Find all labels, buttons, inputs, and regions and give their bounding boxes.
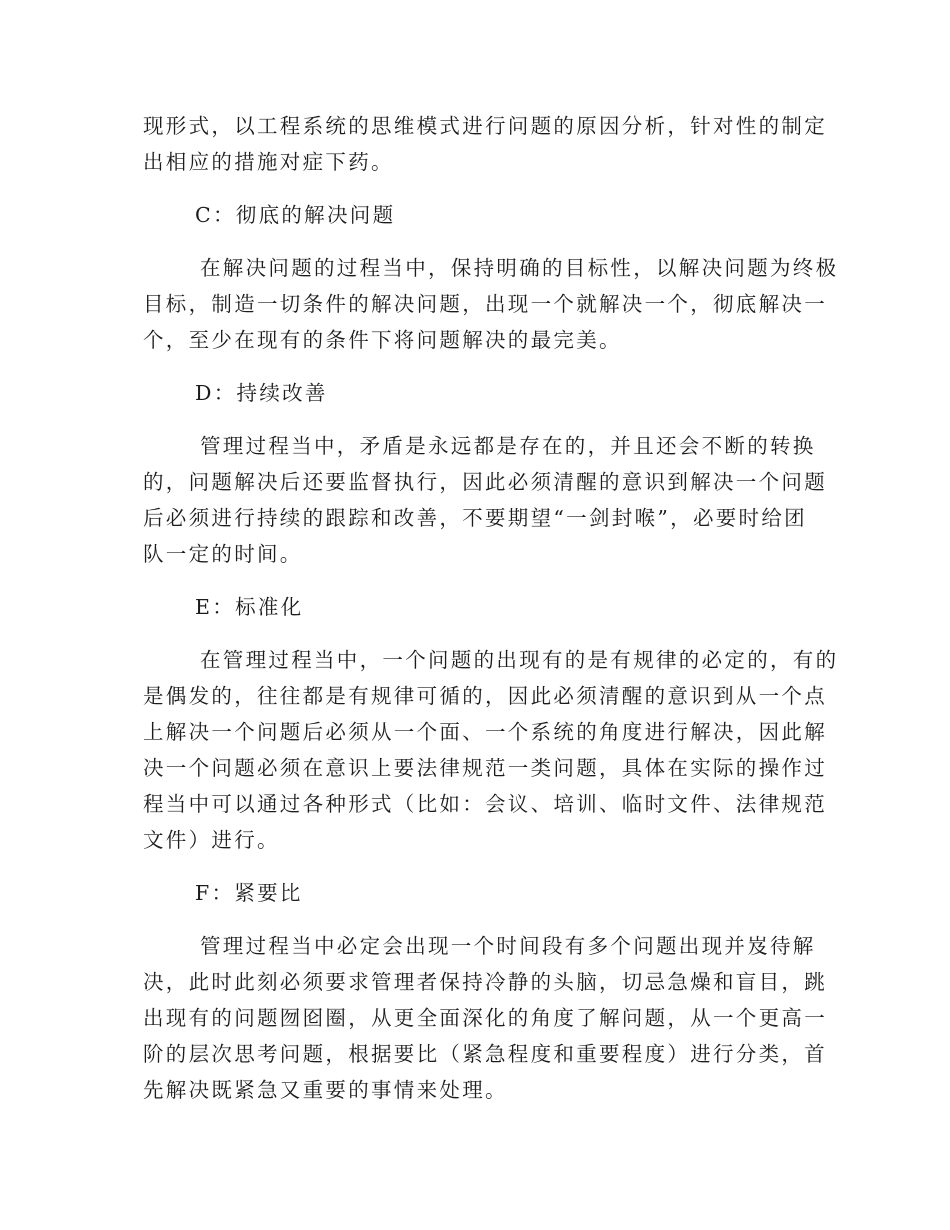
paragraph-line: 文件）进行。 <box>143 828 280 852</box>
paragraph-line: 个，至少在现有的条件下将问题解决的最完美。 <box>143 328 622 352</box>
paragraph-line: 阶的层次思考问题，根据要比（紧急程度和重要程度）进行分类，首 <box>143 1042 827 1066</box>
paragraph-line: 的，问题解决后还要监督执行，因此必须清醒的意识到解决一个问题 <box>143 470 827 494</box>
section-paragraph-e <box>143 642 839 858</box>
spacer <box>143 233 807 250</box>
paragraph-line: 先解决既紧急又重要的事情来处理。 <box>143 1078 508 1102</box>
intro-paragraph-tail <box>143 108 827 180</box>
spacer <box>143 180 807 197</box>
spacer <box>143 411 807 428</box>
spacer <box>143 358 807 375</box>
paragraph-line: 出相应的措施对症下药。 <box>143 150 394 174</box>
paragraph-line: 队一定的时间。 <box>143 542 303 566</box>
paragraph-line: 在解决问题的过程当中，保持明确的目标性，以解决问题为终极 <box>200 256 839 280</box>
spacer <box>143 625 807 642</box>
paragraph-line: 程当中可以通过各种形式（比如：会议、培训、临时文件、法律规范 <box>143 792 827 816</box>
document-body <box>143 108 839 1108</box>
paragraph-line: 上解决一个问题后必须从一个面、一个系统的角度进行解决，因此解 <box>143 720 827 744</box>
paragraph-line: 现形式，以工程系统的思维模式进行问题的原因分析，针对性的制定 <box>143 114 827 138</box>
section-paragraph-f <box>143 928 827 1108</box>
paragraph-line: 决一个问题必须在意识上要法律规范一类问题，具体在实际的操作过 <box>143 756 827 780</box>
paragraph-line: 管理过程当中必定会出现一个时间段有多个问题出现并岌待解 <box>200 934 816 958</box>
spacer <box>143 858 807 875</box>
paragraph-line: 出现有的问题囫囵圈，从更全面深化的角度了解问题，从一个更高一 <box>143 1006 827 1030</box>
spacer <box>143 911 807 928</box>
section-heading-c: C：彻底的解决问题 <box>195 203 396 227</box>
paragraph-line: 目标，制造一切条件的解决问题，出现一个就解决一个，彻底解决一 <box>143 292 827 316</box>
section-heading-d: D：持续改善 <box>195 381 328 405</box>
section-paragraph-c <box>143 250 839 358</box>
paragraph-line: 在管理过程当中，一个问题的出现有的是有规律的必定的，有的 <box>200 648 839 672</box>
paragraph-line: 后必须进行持续的跟踪和改善，不要期望“一剑封喉”，必要时给团 <box>143 506 807 530</box>
paragraph-line: 是偶发的，往往都是有规律可循的，因此必须清醒的意识到从一个点 <box>143 684 827 708</box>
paragraph-line: 管理过程当中，矛盾是永远都是存在的，并且还会不断的转换 <box>200 434 816 458</box>
section-heading-e: E：标准化 <box>195 595 304 619</box>
spacer <box>143 572 807 589</box>
section-paragraph-d <box>143 428 827 572</box>
section-heading-f: F：紧要比 <box>195 881 303 905</box>
paragraph-line: 决，此时此刻必须要求管理者保持冷静的头脑，切忌急燥和盲目，跳 <box>143 970 827 994</box>
